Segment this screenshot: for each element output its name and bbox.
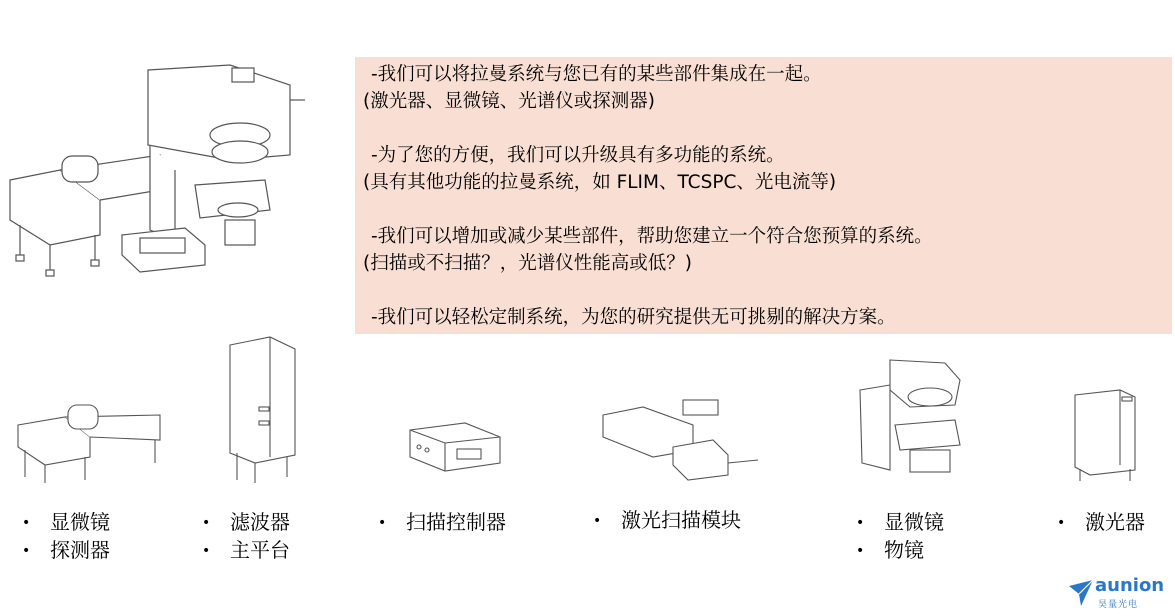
list-item	[856, 509, 944, 537]
scan-controller-illustration	[405, 415, 505, 475]
bullet-icon: •	[202, 515, 211, 531]
component-list-5	[856, 509, 944, 565]
paper-plane-icon	[1068, 578, 1094, 608]
bullet-icon: •	[202, 543, 211, 559]
component-list-1	[22, 509, 110, 565]
brand-name: aunion	[1095, 575, 1165, 596]
intro-line: -我们可以增加或减少某些部件，帮助您建立一个符合您预算的系统。	[371, 226, 933, 247]
intro-line: (具有其他功能的拉曼系统，如 FLIM、TCSPC、光电流等)	[363, 172, 837, 193]
intro-paragraph-4	[363, 304, 1172, 331]
component-label: 激光扫描模块	[621, 508, 741, 532]
list-item	[856, 537, 944, 565]
list-item	[378, 509, 506, 537]
list-item	[1057, 509, 1145, 537]
component-label: 扫描控制器	[406, 510, 506, 534]
component-label: 显微镜	[884, 510, 944, 534]
intro-text-box	[355, 57, 1172, 334]
filter-stage-illustration	[225, 335, 300, 485]
list-item	[22, 509, 110, 537]
bullet-icon: •	[593, 513, 602, 529]
list-item	[593, 507, 741, 535]
component-label: 滤波器	[230, 510, 290, 534]
intro-paragraph-3	[363, 223, 1172, 277]
list-item	[202, 509, 290, 537]
component-label: 主平台	[230, 538, 290, 562]
intro-line: -我们可以轻松定制系统，为您的研究提供无可挑剔的解决方案。	[371, 307, 896, 328]
component-label: 显微镜	[50, 510, 110, 534]
bullet-icon: •	[22, 515, 31, 531]
component-label: 激光器	[1085, 510, 1145, 534]
list-item	[22, 537, 110, 565]
bullet-icon: •	[1057, 515, 1066, 531]
intro-line: (激光器、显微镜、光谱仪或探测器)	[363, 91, 655, 112]
component-list-3	[378, 509, 506, 537]
bullet-icon: •	[378, 515, 387, 531]
component-label: 探测器	[50, 538, 110, 562]
bullet-icon: •	[22, 543, 31, 559]
microscope-objective-illustration	[850, 355, 970, 485]
microscope-detector-illustration	[10, 395, 165, 485]
brand-subtitle: 昊量光电	[1098, 600, 1139, 610]
component-list-6	[1057, 509, 1145, 537]
component-list-4	[593, 507, 741, 535]
component-list-2	[202, 509, 290, 565]
raman-system-illustration	[0, 60, 320, 280]
intro-line: -为了您的方便，我们可以升级具有多功能的系统。	[371, 145, 785, 166]
laser-illustration	[1070, 385, 1140, 485]
intro-line: -我们可以将拉曼系统与您已有的某些部件集成在一起。	[371, 64, 822, 85]
bullet-icon: •	[856, 543, 865, 559]
intro-line: (扫描或不扫描？，光谱仪性能高或低？)	[363, 253, 692, 274]
bullet-icon: •	[856, 515, 865, 531]
component-label: 物镜	[884, 538, 924, 562]
list-item	[202, 537, 290, 565]
intro-paragraph-1	[363, 61, 1172, 115]
intro-paragraph-2	[363, 142, 1172, 196]
brand-logo	[1068, 575, 1168, 611]
laser-scan-module-illustration	[598, 385, 768, 485]
